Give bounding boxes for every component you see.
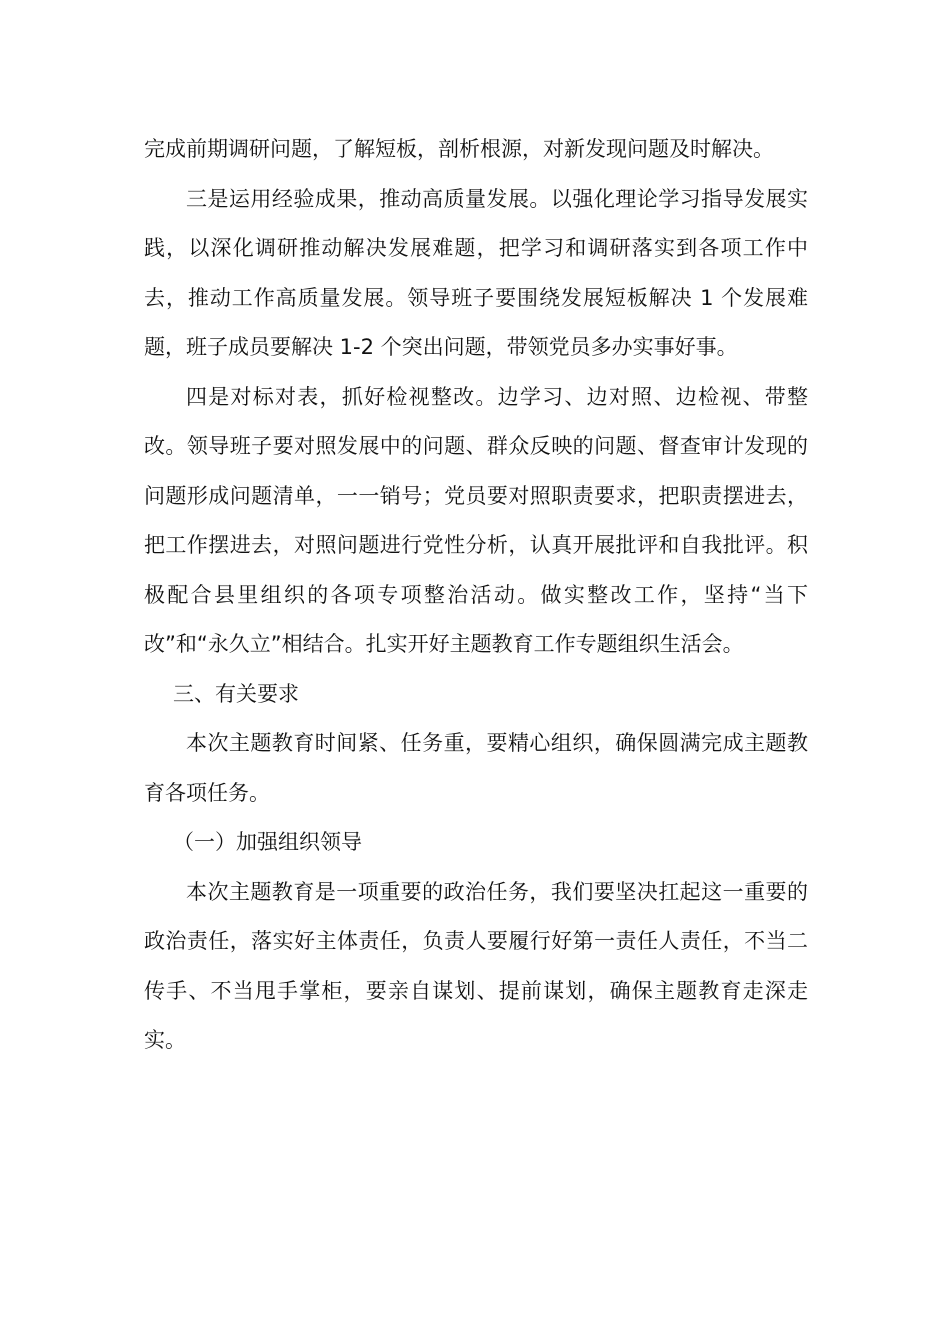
section-heading: 三、有关要求 [173,681,299,706]
paragraph-continued: 完成前期调研问题，了解短板，剖析根源，对新发现问题及时解决。 [144,137,774,161]
paragraph-requirements-intro: 本次主题教育时间紧、任务重，要精心组织，确保圆满完成主题教育各项任务。 [144,731,808,805]
paragraph-point-three: 三是运用经验成果，推动高质量发展。以强化理论学习指导发展实践，以深化调研推动解决发展难题，把学习和调研落实到各项工作中去，推动工作高质量发展。领导班子要围绕发展短板解决 1 个发展难题，班子成员要解决 1-2 个突出问题，带领党员多办实事好事。 [144,186,808,359]
paragraph-point-four: 四是对标对表，抓好检视整改。边学习、边对照、边检视、带整改。领导班子要对照发展中的问题、群众反映的问题、督查审计发现的问题形成问题清单，一一销号；党员要对照职责要求，把职责摆进去，把工作摆进去，对照问题进行党性分析，认真开展批评和自我批评。积极配合县里组织的各项专项整治活动。做实整改工作，坚持“当下改”和“永久立”相结合。扎实开好主题教育工作专题组织生活会。 [144,384,808,656]
document-body [144,125,808,1066]
paragraph-organization: 本次主题教育是一项重要的政治任务，我们要坚决扛起这一重要的政治责任，落实好主体责任，负责人要履行好第一责任人责任，不当二传手、不当甩手掌柜，要亲自谋划、提前谋划，确保主题教育走深走实。 [144,879,808,1052]
subsection-heading: （一）加强组织领导 [173,830,362,854]
